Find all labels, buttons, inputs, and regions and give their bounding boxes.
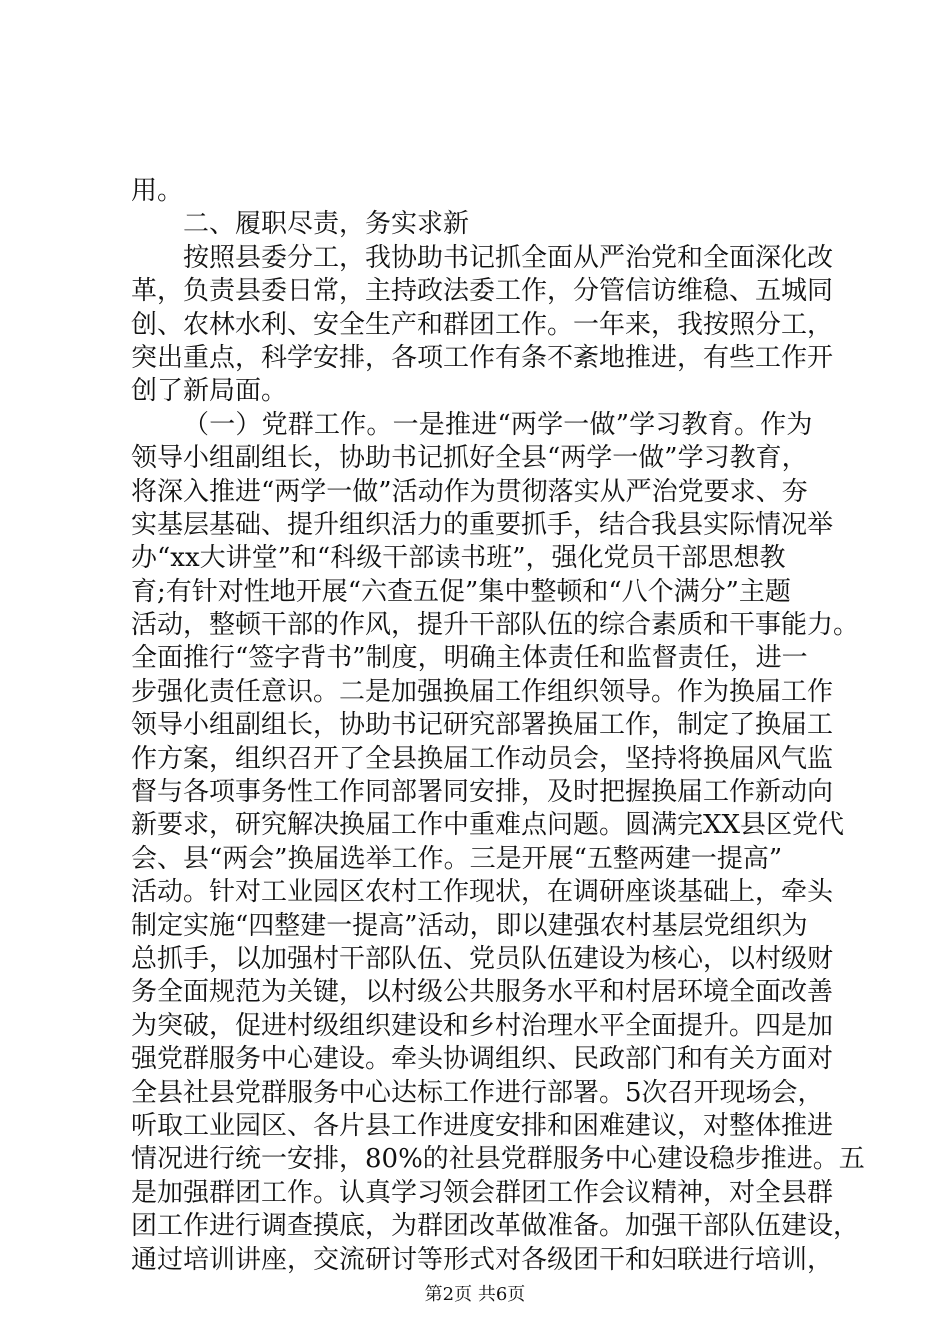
text-line: 全县社县党群服务中心达标工作进行部署。5次召开现场会，	[131, 1077, 824, 1108]
page-number-footer: 第2页 共6页	[424, 1284, 526, 1305]
text-line: 为突破，促进村级组织建设和乡村治理水平全面提升。四是加	[131, 1010, 834, 1041]
text-line: 领导小组副组长，协助书记研究部署换届工作，制定了换届工	[131, 710, 834, 741]
subsection-heading: （一）党群工作。一是推进“两学一做”学习教育。作为	[183, 409, 813, 440]
text-line: 活动。针对工业园区农村工作现状，在调研座谈基础上，牵头	[131, 877, 834, 908]
document-body	[131, 175, 865, 1277]
text-line: 情况进行统一安排，80%的社县党群服务中心建设稳步推进。五	[131, 1144, 865, 1175]
text-line: 制定实施“四整建一提高”活动，即以建强农村基层党组织为	[131, 910, 808, 941]
text-line: 将深入推进“两学一做”活动作为贯彻落实从严治党要求、夯	[131, 476, 808, 507]
text-line: 作方案，组织召开了全县换届工作动员会，坚持将换届风气监	[131, 743, 834, 774]
text-line: 步强化责任意识。二是加强换届工作组织领导。作为换届工作	[131, 676, 834, 707]
text-line: 实基层基础、提升组织活力的重要抓手，结合我县实际情况举	[131, 509, 834, 540]
text-line: 办“xx大讲堂”和“科级干部读书班”，强化党员干部思想教	[131, 543, 786, 574]
text-line: 育;有针对性地开展“六查五促”集中整顿和“八个满分”主题	[131, 576, 791, 607]
text-line: 新要求，研究解决换届工作中重难点问题。圆满完XX县区党代	[131, 810, 845, 841]
text-line: 活动，整顿干部的作风，提升干部队伍的综合素质和干事能力。	[131, 610, 860, 641]
text-line: 听取工业园区、各片县工作进度安排和困难建议，对整体推进	[131, 1110, 834, 1141]
section-heading: 二、履职尽责，务实求新	[183, 209, 470, 240]
text-line: 全面推行“签字背书”制度，明确主体责任和监督责任，进一	[131, 643, 808, 674]
text-line: 通过培训讲座，交流研讨等形式对各级团干和妇联进行培训，	[131, 1244, 834, 1275]
text-line: 领导小组副组长，协助书记抓好全县“两学一做”学习教育，	[131, 443, 808, 474]
text-line: 会、县“两会”换届选举工作。三是开展“五整两建一提高”	[131, 843, 783, 874]
text-line: 按照县委分工，我协助书记抓全面从严治党和全面深化改	[183, 242, 834, 273]
text-line: 强党群服务中心建设。牵头协调组织、民政部门和有关方面对	[131, 1044, 834, 1075]
text-line: 务全面规范为关键，以村级公共服务水平和村居环境全面改善	[131, 977, 834, 1008]
text-line: 革，负责县委日常，主持政法委工作，分管信访维稳、五城同	[131, 276, 834, 307]
text-line: 创、农林水利、安全生产和群团工作。一年来，我按照分工，	[131, 309, 834, 340]
text-line: 总抓手，以加强村干部队伍、党员队伍建设为核心，以村级财	[131, 943, 834, 974]
text-line: 是加强群团工作。认真学习领会群团工作会议精神，对全县群	[131, 1177, 834, 1208]
text-line: 督与各项事务性工作同部署同安排，及时把握换届工作新动向	[131, 777, 834, 808]
text-line: 突出重点，科学安排，各项工作有条不紊地推进，有些工作开	[131, 342, 834, 373]
text-line: 创了新局面。	[131, 376, 288, 407]
text-line: 团工作进行调查摸底，为群团改革做准备。加强干部队伍建设，	[131, 1211, 860, 1242]
text-line: 用。	[131, 176, 184, 206]
